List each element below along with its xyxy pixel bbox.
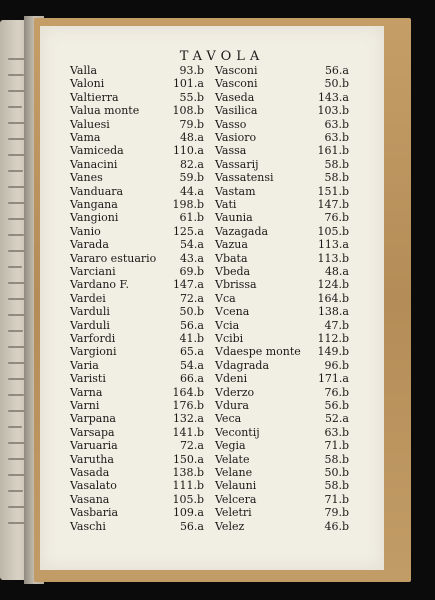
entry-page-ref: 176.b bbox=[172, 399, 204, 412]
index-page bbox=[40, 26, 384, 570]
entry-name: Velauni bbox=[215, 479, 257, 493]
entry-name: Vanacini bbox=[70, 157, 118, 171]
entry-name: Vderzo bbox=[215, 385, 255, 399]
entry-name: Varia bbox=[70, 358, 99, 372]
index-entry bbox=[215, 386, 349, 400]
entry-name: Vassarij bbox=[215, 157, 259, 171]
entry-page-ref: 164.b bbox=[172, 385, 204, 399]
entry-page-ref: 96.b bbox=[324, 358, 349, 372]
index-entry bbox=[215, 453, 349, 467]
index-entry bbox=[70, 144, 204, 158]
index-entry bbox=[70, 386, 204, 400]
entry-name: Vbeda bbox=[215, 265, 251, 278]
index-entry bbox=[70, 439, 204, 453]
index-entry bbox=[215, 466, 349, 480]
entry-name: Vegia bbox=[215, 439, 246, 453]
entry-name: Vcena bbox=[215, 305, 250, 319]
index-entry bbox=[70, 225, 204, 239]
entry-name: Valtierra bbox=[70, 90, 119, 104]
entry-page-ref: 150.a bbox=[172, 452, 204, 466]
index-entry bbox=[215, 319, 349, 333]
index-entry bbox=[70, 185, 204, 199]
index-entry bbox=[215, 332, 349, 346]
entry-name: Varuaria bbox=[70, 439, 118, 453]
index-entry bbox=[215, 278, 349, 292]
index-entry bbox=[215, 479, 349, 493]
index-entry bbox=[70, 118, 204, 132]
index-entry bbox=[70, 506, 204, 520]
index-entry bbox=[215, 238, 349, 252]
entry-page-ref: 63.b bbox=[324, 117, 349, 131]
entry-page-ref: 55.b bbox=[179, 90, 204, 104]
entry-name: Valla bbox=[70, 64, 98, 77]
entry-page-ref: 58.b bbox=[324, 452, 349, 466]
index-entry bbox=[70, 198, 204, 212]
index-entry bbox=[70, 77, 204, 91]
entry-page-ref: 164.b bbox=[317, 291, 349, 305]
index-entry bbox=[215, 118, 349, 132]
entry-name: Vati bbox=[215, 198, 237, 211]
entry-page-ref: 113.a bbox=[317, 238, 349, 252]
index-entry bbox=[70, 426, 204, 440]
index-entry bbox=[70, 479, 204, 493]
entry-page-ref: 110.a bbox=[172, 144, 204, 158]
index-entry bbox=[70, 332, 204, 346]
entry-name: Vasbaria bbox=[70, 506, 119, 520]
entry-page-ref: 138.b bbox=[172, 466, 204, 479]
entry-page-ref: 111.b bbox=[172, 479, 204, 493]
index-entry bbox=[70, 520, 204, 534]
entry-page-ref: 48.a bbox=[324, 265, 349, 278]
index-entry bbox=[70, 359, 204, 373]
entry-page-ref: 69.b bbox=[179, 265, 204, 278]
index-entry bbox=[70, 171, 204, 185]
entry-page-ref: 141.b bbox=[172, 425, 204, 439]
index-entry bbox=[215, 412, 349, 426]
entry-page-ref: 50.b bbox=[179, 305, 204, 319]
entry-page-ref: 59.b bbox=[179, 171, 204, 185]
index-entry bbox=[215, 131, 349, 145]
entry-page-ref: 147.b bbox=[317, 198, 349, 211]
entry-page-ref: 161.b bbox=[317, 144, 349, 158]
entry-page-ref: 138.a bbox=[317, 305, 349, 319]
entry-page-ref: 101.a bbox=[172, 77, 204, 91]
index-entry bbox=[70, 252, 204, 266]
entry-page-ref: 93.b bbox=[179, 64, 204, 77]
index-entry bbox=[70, 466, 204, 480]
entry-name: Vecontij bbox=[215, 425, 260, 439]
index-entry bbox=[70, 211, 204, 225]
index-entry bbox=[70, 158, 204, 172]
entry-page-ref: 132.a bbox=[172, 412, 204, 426]
entry-page-ref: 171.a bbox=[317, 372, 349, 386]
entry-page-ref: 112.b bbox=[317, 332, 349, 345]
entry-page-ref: 82.a bbox=[179, 157, 204, 171]
index-entry bbox=[70, 345, 204, 359]
entry-page-ref: 46.b bbox=[324, 519, 349, 533]
entry-name: Vassatensi bbox=[215, 171, 274, 185]
entry-name: Vararo estuario bbox=[70, 251, 157, 265]
entry-page-ref: 65.a bbox=[179, 345, 204, 359]
entry-name: Varutha bbox=[70, 452, 114, 466]
page-heading: TAVOLA bbox=[179, 49, 265, 64]
entry-page-ref: 76.b bbox=[324, 385, 349, 399]
entry-name: Vdaespe monte bbox=[215, 345, 301, 359]
entry-name: Vargioni bbox=[70, 345, 117, 359]
index-entry bbox=[70, 238, 204, 252]
index-entry bbox=[70, 493, 204, 507]
index-entry bbox=[215, 77, 349, 91]
entry-name: Veletri bbox=[215, 506, 252, 520]
entry-name: Velcera bbox=[215, 492, 257, 506]
entry-name: Vazagada bbox=[215, 224, 269, 238]
entry-name: Vasalato bbox=[70, 479, 117, 493]
entry-name: Veca bbox=[215, 412, 242, 426]
index-entry bbox=[215, 91, 349, 105]
entry-name: Vama bbox=[70, 131, 101, 144]
entry-name: Vbata bbox=[215, 251, 248, 265]
entry-name: Velate bbox=[215, 452, 250, 466]
entry-name: Vardei bbox=[70, 291, 106, 305]
entry-name: Varada bbox=[70, 238, 109, 252]
entry-name: Valuesi bbox=[70, 117, 110, 131]
index-entry bbox=[70, 372, 204, 386]
entry-page-ref: 43.a bbox=[179, 251, 204, 265]
entry-name: Vasconi bbox=[215, 77, 258, 91]
entry-page-ref: 105.b bbox=[317, 224, 349, 238]
entry-page-ref: 52.a bbox=[324, 412, 349, 426]
entry-name: Varfordi bbox=[70, 332, 116, 345]
index-entry bbox=[215, 185, 349, 199]
entry-page-ref: 103.b bbox=[317, 104, 349, 118]
index-entry bbox=[215, 372, 349, 386]
entry-page-ref: 54.a bbox=[179, 358, 204, 372]
entry-name: Vasioro bbox=[215, 131, 257, 144]
index-entry bbox=[215, 104, 349, 118]
entry-page-ref: 79.b bbox=[324, 506, 349, 520]
entry-name: Valua monte bbox=[70, 104, 140, 118]
entry-name: Vanes bbox=[70, 171, 103, 185]
entry-name: Vaunia bbox=[215, 211, 253, 225]
entry-name: Vasana bbox=[70, 492, 110, 506]
entry-name: Varciani bbox=[70, 265, 116, 278]
entry-name: Varni bbox=[70, 399, 100, 412]
index-entry bbox=[215, 439, 349, 453]
index-entry bbox=[70, 104, 204, 118]
entry-name: Vaschi bbox=[70, 519, 106, 533]
entry-name: Varna bbox=[70, 385, 103, 399]
entry-name: Vcia bbox=[215, 318, 240, 332]
entry-name: Valoni bbox=[70, 77, 105, 91]
entry-page-ref: 58.b bbox=[324, 157, 349, 171]
entry-name: Vdagrada bbox=[215, 358, 270, 372]
entry-page-ref: 72.a bbox=[179, 439, 204, 453]
entry-name: Varduli bbox=[70, 318, 110, 332]
entry-page-ref: 56.a bbox=[324, 64, 349, 77]
index-entry bbox=[215, 171, 349, 185]
index-entry bbox=[215, 520, 349, 534]
index-entry bbox=[70, 265, 204, 279]
entry-page-ref: 113.b bbox=[317, 251, 349, 265]
index-entry bbox=[215, 399, 349, 413]
index-entry bbox=[70, 131, 204, 145]
entry-page-ref: 63.b bbox=[324, 425, 349, 439]
entry-name: Vanio bbox=[70, 224, 101, 238]
entry-name: Vaseda bbox=[215, 90, 255, 104]
entry-name: Vastam bbox=[215, 184, 256, 198]
entry-name: Vasconi bbox=[215, 64, 258, 77]
index-entry bbox=[70, 292, 204, 306]
entry-name: Velez bbox=[215, 519, 245, 533]
entry-page-ref: 125.a bbox=[172, 224, 204, 238]
index-entry bbox=[70, 412, 204, 426]
entry-page-ref: 108.b bbox=[172, 104, 204, 118]
entry-page-ref: 61.b bbox=[179, 211, 204, 225]
entry-name: Vardano F. bbox=[70, 278, 129, 292]
entry-name: Vamiceda bbox=[70, 144, 124, 158]
entry-page-ref: 58.b bbox=[324, 171, 349, 185]
entry-name: Varsapa bbox=[70, 425, 115, 439]
index-entry bbox=[70, 305, 204, 319]
entry-page-ref: 147.a bbox=[172, 278, 204, 292]
entry-page-ref: 56.b bbox=[324, 399, 349, 412]
entry-name: Vdeni bbox=[215, 372, 248, 386]
index-entry bbox=[215, 359, 349, 373]
entry-name: Vasso bbox=[215, 117, 247, 131]
index-entry bbox=[215, 493, 349, 507]
entry-name: Vanduara bbox=[70, 184, 124, 198]
index-entry bbox=[215, 426, 349, 440]
entry-page-ref: 198.b bbox=[172, 198, 204, 211]
index-entry bbox=[215, 345, 349, 359]
entry-page-ref: 47.b bbox=[324, 318, 349, 332]
entry-page-ref: 63.b bbox=[324, 131, 349, 144]
index-entry bbox=[215, 225, 349, 239]
entry-name: Vangioni bbox=[70, 211, 119, 225]
entry-page-ref: 124.b bbox=[317, 278, 349, 292]
entry-name: Vazua bbox=[215, 238, 248, 252]
entry-name: Vca bbox=[215, 291, 236, 305]
entry-page-ref: 79.b bbox=[179, 117, 204, 131]
entry-page-ref: 48.a bbox=[179, 131, 204, 144]
entry-page-ref: 41.b bbox=[179, 332, 204, 345]
entry-name: Vassa bbox=[215, 144, 247, 158]
entry-name: Vdura bbox=[215, 399, 249, 412]
entry-page-ref: 71.b bbox=[324, 439, 349, 453]
index-entry bbox=[215, 506, 349, 520]
index-entry bbox=[215, 252, 349, 266]
index-entry bbox=[70, 453, 204, 467]
entry-page-ref: 50.b bbox=[324, 466, 349, 479]
entry-page-ref: 54.a bbox=[179, 238, 204, 252]
entry-page-ref: 149.b bbox=[317, 345, 349, 359]
index-entry bbox=[215, 211, 349, 225]
entry-name: Vasilica bbox=[215, 104, 258, 118]
entry-page-ref: 105.b bbox=[172, 492, 204, 506]
entry-page-ref: 56.a bbox=[179, 519, 204, 533]
entry-page-ref: 76.b bbox=[324, 211, 349, 225]
index-entry bbox=[70, 278, 204, 292]
entry-name: Varpana bbox=[70, 412, 116, 426]
index-entry bbox=[215, 144, 349, 158]
index-entry bbox=[215, 265, 349, 279]
entry-name: Velane bbox=[215, 466, 253, 479]
entry-name: Vasada bbox=[70, 466, 110, 479]
entry-name: Vangana bbox=[70, 198, 118, 211]
index-entry bbox=[70, 399, 204, 413]
entry-page-ref: 71.b bbox=[324, 492, 349, 506]
index-entry bbox=[215, 292, 349, 306]
entry-name: Vbrissa bbox=[215, 278, 257, 292]
entry-page-ref: 109.a bbox=[172, 506, 204, 520]
index-entry bbox=[70, 64, 204, 78]
index-entry bbox=[215, 158, 349, 172]
entry-page-ref: 72.a bbox=[179, 291, 204, 305]
entry-page-ref: 44.a bbox=[179, 184, 204, 198]
entry-page-ref: 143.a bbox=[317, 90, 349, 104]
entry-name: Varduli bbox=[70, 305, 110, 319]
entry-name: Vcibi bbox=[215, 332, 244, 345]
index-entry bbox=[70, 319, 204, 333]
entry-page-ref: 56.a bbox=[179, 318, 204, 332]
entry-name: Varisti bbox=[70, 372, 106, 386]
entry-page-ref: 50.b bbox=[324, 77, 349, 91]
entry-page-ref: 151.b bbox=[317, 184, 349, 198]
index-entry bbox=[215, 305, 349, 319]
index-entry bbox=[70, 91, 204, 105]
entry-page-ref: 58.b bbox=[324, 479, 349, 493]
index-entry bbox=[215, 64, 349, 78]
index-entry bbox=[215, 198, 349, 212]
entry-page-ref: 66.a bbox=[179, 372, 204, 386]
